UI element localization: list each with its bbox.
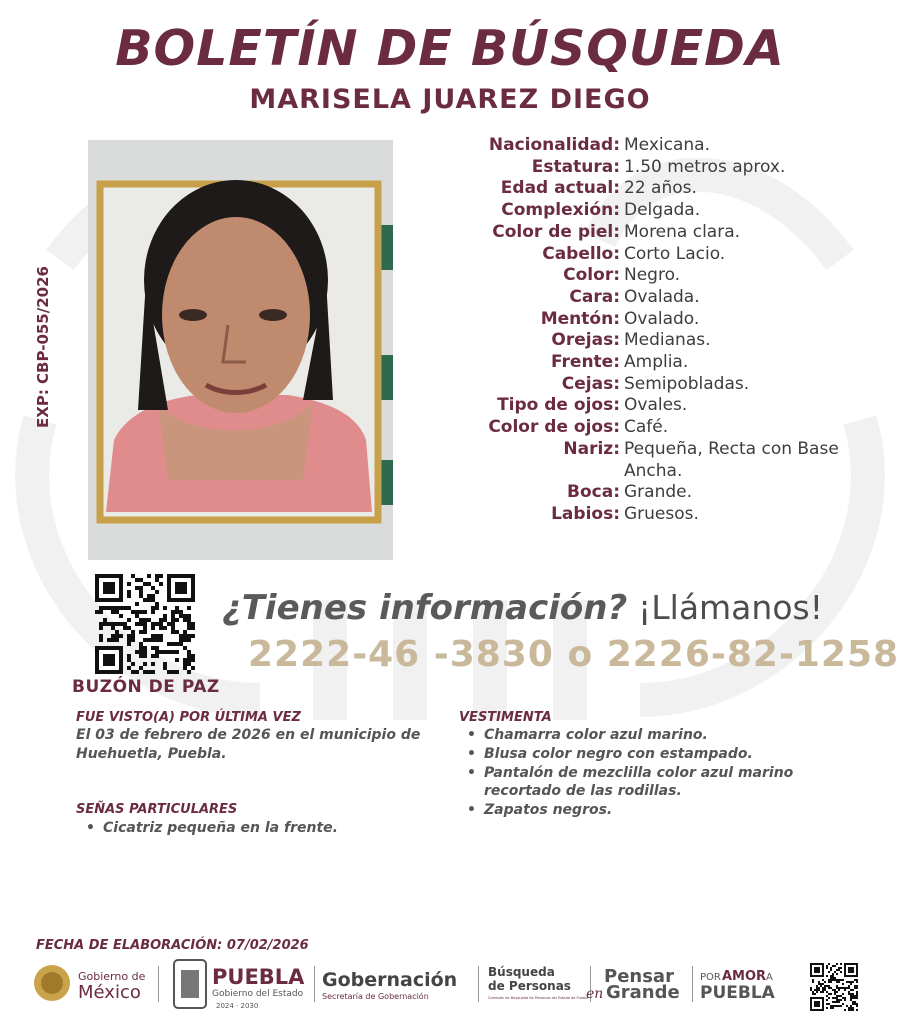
attribute-label: Cara: [569, 286, 620, 307]
logo-text: México [78, 982, 141, 1003]
attribute-value: Café. [624, 417, 669, 438]
puebla-logo [170, 958, 310, 1018]
attribute-row [380, 373, 900, 395]
attribute-row [380, 394, 900, 416]
logo-text: Gobierno de [78, 970, 146, 983]
qr-code-icon[interactable] [95, 574, 195, 674]
attribute-value: Ovalado. [624, 308, 700, 329]
logo-text: Gobernación [322, 969, 458, 991]
attribute-label: Cejas: [561, 373, 620, 394]
logo-text: en [586, 986, 604, 1002]
attribute-row [380, 264, 900, 286]
attribute-row [380, 243, 900, 265]
attribute-label: Cabello: [542, 243, 620, 264]
attribute-label: Edad actual: [500, 178, 620, 199]
attribute-value: Medianas. [624, 330, 711, 351]
clothing-item [467, 764, 827, 783]
last-seen-heading: FUE VISTO(A) POR ÚLTIMA VEZ [76, 710, 301, 725]
call-text: ¡Llámanos! [638, 588, 823, 627]
attribute-row [380, 199, 900, 221]
missing-person-name: MARISELA JUAREZ DIEGO [249, 84, 651, 115]
attribute-row [380, 177, 900, 199]
attribute-label: Complexión: [501, 200, 620, 221]
clothing-heading: VESTIMENTA [459, 710, 552, 725]
clothing-text: Blusa color negro con estampado. [484, 746, 753, 762]
attribute-row [380, 438, 900, 460]
attribute-row [380, 329, 900, 351]
attribute-value: Mexicana. [624, 135, 710, 155]
attribute-label: Tipo de ojos: [497, 395, 620, 416]
divider [314, 966, 315, 1002]
attribute-value: Pequeña, Recta con Base [624, 438, 839, 459]
distinguishing-mark-text: Cicatriz pequeña en la frente. [103, 820, 338, 836]
attribute-label: Orejas: [551, 330, 620, 351]
logo-text: POR [700, 972, 721, 983]
clothing-item [467, 801, 827, 820]
attribute-row [380, 416, 900, 438]
clothing-text: Pantalón de mezclilla color azul marino [484, 765, 794, 781]
attribute-value: Ovalada. [624, 286, 700, 307]
logo-text: Secretaría de Gobernación [322, 992, 429, 1001]
clothing-text: Zapatos negros. [484, 802, 613, 818]
attribute-row [380, 308, 900, 330]
logo-text: AMOR [722, 969, 767, 984]
attribute-value: Amplia. [624, 352, 689, 372]
por-amor-a-puebla-logo [700, 958, 800, 1012]
attribute-label: Frente: [551, 352, 620, 372]
attribute-row [380, 286, 900, 308]
clothing-text: Chamarra color azul marino. [484, 727, 708, 743]
bullet-icon: • [467, 746, 476, 762]
attribute-value: Ovales. [624, 395, 688, 416]
gobierno-mexico-logo [32, 958, 150, 1012]
file-number: EXP: CBP-055/2026 [34, 266, 52, 428]
attribute-row [380, 134, 900, 156]
logo-text: Gobierno del Estado [212, 989, 304, 999]
attribute-value: Ancha. [624, 460, 683, 481]
divider [158, 966, 159, 1002]
clothing-item [467, 726, 827, 745]
attribute-value: 1.50 metros aprox. [624, 156, 786, 177]
elaboration-date: FECHA DE ELABORACIÓN: 07/02/2026 [36, 938, 309, 953]
bulletin-title: BOLETÍN DE BÚSQUEDA [115, 20, 785, 77]
logo-text: PUEBLA [212, 965, 305, 989]
attribute-label: Estatura: [531, 156, 620, 177]
attribute-row [380, 156, 900, 178]
attribute-label: Color de ojos: [488, 417, 620, 438]
attribute-value: Morena clara. [624, 221, 741, 242]
logo-text: Comisión de Búsqueda de Personas del Estado de Puebla [488, 996, 588, 1000]
phone-numbers[interactable]: 2222-46 -3830 o 2226-82-1258 [248, 634, 900, 675]
logo-text: Grande [606, 982, 680, 1003]
attribute-value: Grande. [624, 482, 693, 503]
attribute-value: Corto Lacio. [624, 243, 726, 264]
buzon-de-paz-label: BUZÓN DE PAZ [72, 677, 220, 697]
distinguishing-mark-item [86, 819, 338, 838]
attribute-label: Nariz: [563, 438, 620, 459]
logo-text: A [766, 972, 773, 983]
bullet-icon: • [86, 820, 95, 836]
distinguishing-marks-heading: SEÑAS PARTICULARES [76, 802, 238, 817]
attribute-value: Negro. [624, 265, 681, 286]
attribute-label: Boca: [567, 482, 620, 503]
divider [692, 966, 693, 1002]
information-request [222, 588, 823, 628]
bullet-icon: • [467, 802, 476, 818]
attribute-value: Semipobladas. [624, 373, 750, 394]
attribute-value: 22 años. [624, 178, 697, 199]
bullet-icon: • [467, 727, 476, 743]
busqueda-personas-logo [488, 958, 588, 1012]
attribute-label: Labios: [551, 503, 620, 524]
pensar-en-grande-logo [584, 958, 694, 1012]
attribute-row [380, 503, 900, 525]
attribute-label: Color de piel: [492, 221, 620, 242]
divider [478, 966, 479, 1002]
attribute-value: Delgada. [624, 200, 701, 221]
attribute-row [380, 481, 900, 503]
person-photo [88, 140, 393, 560]
footer-qr-code-icon[interactable] [810, 963, 858, 1015]
attribute-row [380, 221, 900, 243]
bullet-icon: • [467, 765, 476, 781]
attribute-label: Color: [563, 265, 620, 286]
attribute-label: Nacionalidad: [488, 135, 620, 155]
attribute-row [380, 351, 900, 373]
logo-text: de Personas [488, 979, 571, 993]
last-seen-text: El 03 de febrero de 2026 en el municipio de Huehuetla, Puebla. [76, 727, 421, 762]
attribute-value: Gruesos. [624, 503, 699, 524]
logo-text: PUEBLA [700, 983, 775, 1003]
clothing-item [467, 745, 827, 764]
logo-text: Búsqueda [488, 965, 555, 979]
attribute-row-continuation [380, 460, 900, 482]
logo-text: 2024 · 2030 [216, 1002, 259, 1010]
question-text: ¿Tienes información? [222, 588, 628, 628]
logo-text: Pensar [604, 966, 674, 987]
gobernacion-logo [322, 958, 472, 1012]
clothing-item-continuation: recortado de las rodillas. [484, 783, 682, 799]
attribute-label: Mentón: [540, 308, 620, 329]
